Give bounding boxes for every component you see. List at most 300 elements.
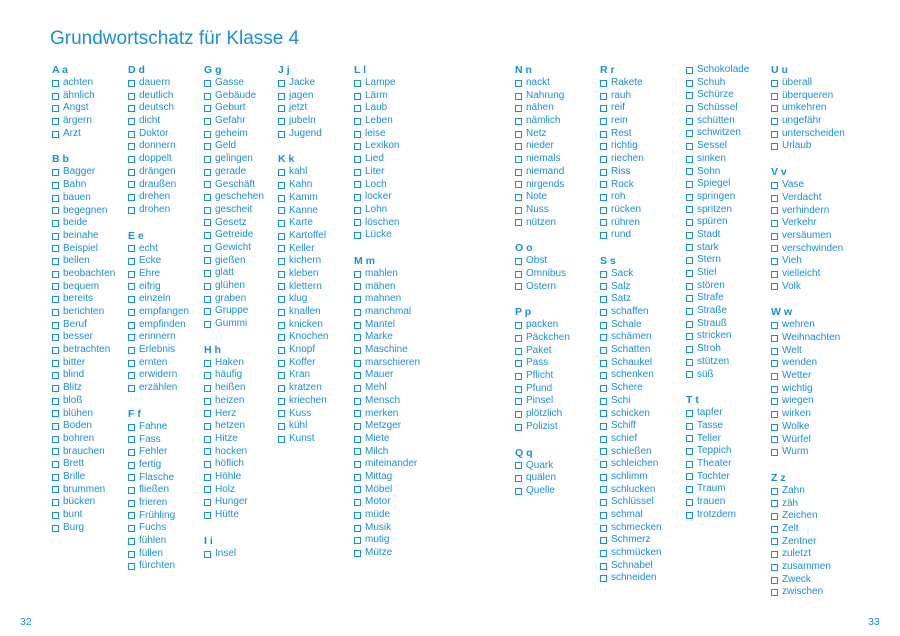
word-item <box>686 420 776 433</box>
word-item <box>128 560 218 573</box>
word-label: graben <box>215 292 247 304</box>
checkbox-icon <box>52 512 59 519</box>
checkbox-icon <box>354 207 361 214</box>
checkbox-icon <box>52 525 59 532</box>
word-item <box>515 77 605 90</box>
word-label: Pinsel <box>526 395 554 407</box>
word-label: nirgends <box>526 178 565 190</box>
word-item <box>600 357 690 370</box>
letter-heading: A a <box>52 64 68 76</box>
word-label: Tochter <box>697 470 730 482</box>
letter-heading: D d <box>128 64 145 76</box>
letter-heading: O o <box>515 242 533 255</box>
word-label: Schiff <box>611 420 636 432</box>
checkbox-icon <box>52 398 59 405</box>
letter-heading: W w <box>771 306 792 319</box>
word-label: Möbel <box>365 483 393 495</box>
word-label: begegnen <box>63 204 108 216</box>
checkbox-icon <box>52 423 59 430</box>
word-label: Nuss <box>526 203 549 215</box>
word-label: bellen <box>63 255 90 267</box>
word-item <box>686 305 776 318</box>
checkbox-icon <box>204 257 211 264</box>
word-label: versäumen <box>782 229 832 241</box>
word-item <box>515 332 605 345</box>
checkbox-icon <box>600 296 607 303</box>
checkbox-icon <box>52 118 59 125</box>
word-item <box>771 345 861 358</box>
word-label: kahl <box>289 166 308 178</box>
word-label: Polizist <box>526 420 558 432</box>
checkbox-icon <box>128 194 135 201</box>
checkbox-icon <box>204 448 211 455</box>
word-label: trotzdem <box>697 508 736 520</box>
word-label: geheim <box>215 127 248 139</box>
word-item <box>771 561 861 574</box>
word-label: Schokolade <box>697 64 750 75</box>
word-item <box>600 484 690 497</box>
word-item <box>600 395 690 408</box>
checkbox-icon <box>354 219 361 226</box>
word-label: Mehl <box>365 382 387 394</box>
checkbox-icon <box>686 448 693 455</box>
word-item <box>600 128 690 141</box>
word-item <box>354 522 444 535</box>
checkbox-icon <box>600 372 607 379</box>
word-label: Schlüssel <box>611 496 654 508</box>
word-item <box>771 383 861 396</box>
checkbox-icon <box>52 271 59 278</box>
checkbox-icon <box>354 347 361 354</box>
word-item <box>515 268 605 281</box>
word-label: wichtig <box>782 382 813 394</box>
word-label: Frühling <box>139 509 176 521</box>
word-label: bloß <box>63 394 83 406</box>
checkbox-icon <box>771 258 778 265</box>
word-label: Loch <box>365 178 387 190</box>
word-label: hocken <box>215 445 248 457</box>
checkbox-icon <box>771 500 778 507</box>
checkbox-icon <box>600 423 607 430</box>
word-item <box>686 89 776 102</box>
word-label: schämen <box>611 331 652 343</box>
checkbox-icon <box>771 348 778 355</box>
word-label: Leben <box>365 115 393 127</box>
checkbox-icon <box>204 80 211 87</box>
checkbox-icon <box>278 182 285 189</box>
word-label: Gruppe <box>215 305 249 317</box>
checkbox-icon <box>204 131 211 138</box>
word-label: Schüssel <box>697 102 738 114</box>
word-item <box>600 408 690 421</box>
word-item <box>686 191 776 204</box>
checkbox-icon <box>600 118 607 125</box>
word-label: echt <box>139 242 158 254</box>
checkbox-icon <box>771 283 778 290</box>
checkbox-icon <box>128 372 135 379</box>
letter-heading: P p <box>515 306 532 319</box>
word-label: Karte <box>289 217 313 229</box>
checkbox-icon <box>128 80 135 87</box>
checkbox-icon <box>278 233 285 240</box>
word-label: trauen <box>697 496 726 507</box>
checkbox-icon <box>515 105 522 112</box>
checkbox-icon <box>600 322 607 329</box>
word-item <box>354 140 444 153</box>
word-label: Zentner <box>782 535 817 547</box>
word-label: nähen <box>526 102 554 114</box>
checkbox-icon <box>128 385 135 392</box>
word-label: schütten <box>697 114 735 126</box>
checkbox-icon <box>128 283 135 290</box>
word-label: Theater <box>697 457 732 469</box>
checkbox-icon <box>354 537 361 544</box>
checkbox-icon <box>600 486 607 493</box>
checkbox-icon <box>354 436 361 443</box>
checkbox-icon <box>771 335 778 342</box>
word-label: Mittag <box>365 470 393 482</box>
word-label: reif <box>611 102 625 114</box>
word-item <box>771 268 861 281</box>
word-label: kriechen <box>289 394 327 406</box>
word-item <box>354 458 444 471</box>
word-label: Wetter <box>782 370 812 382</box>
word-label: Zahn <box>782 484 805 496</box>
word-label: klettern <box>289 280 322 292</box>
word-label: springen <box>697 190 736 202</box>
checkbox-icon <box>204 118 211 125</box>
checkbox-icon <box>128 551 135 558</box>
word-item <box>354 496 444 509</box>
checkbox-icon <box>600 398 607 405</box>
word-label: zäh <box>782 497 799 509</box>
checkbox-icon <box>52 207 59 214</box>
word-label: füllen <box>139 547 163 559</box>
word-label: Zweck <box>782 573 811 585</box>
word-label: Erlebnis <box>139 344 176 356</box>
checkbox-icon <box>52 233 59 240</box>
checkbox-icon <box>771 449 778 456</box>
letter-heading: R r <box>600 64 615 76</box>
word-label: Musik <box>365 521 392 533</box>
checkbox-icon <box>515 80 522 87</box>
word-label: Urlaub <box>782 140 812 152</box>
word-label: niemals <box>526 153 561 165</box>
word-label: Gummi <box>215 318 248 330</box>
checkbox-icon <box>515 143 522 150</box>
word-label: Knopf <box>289 344 316 356</box>
checkbox-icon <box>600 537 607 544</box>
checkbox-icon <box>600 194 607 201</box>
word-label: Welt <box>782 344 802 356</box>
word-label: Insel <box>215 547 237 559</box>
checkbox-icon <box>515 258 522 265</box>
letter-group <box>515 64 605 229</box>
word-label: Quelle <box>526 484 555 496</box>
checkbox-icon <box>600 347 607 354</box>
word-label: manchmal <box>365 306 412 317</box>
word-label: richtig <box>611 140 638 152</box>
word-item <box>515 319 605 332</box>
word-item <box>515 153 605 166</box>
checkbox-icon <box>771 398 778 405</box>
word-item <box>354 115 444 128</box>
word-item <box>354 408 444 421</box>
word-item <box>600 382 690 395</box>
word-item <box>600 369 690 382</box>
word-label: Strauß <box>697 317 728 329</box>
word-label: Kanne <box>289 204 318 216</box>
checkbox-icon <box>354 169 361 176</box>
word-item <box>686 509 776 522</box>
checkbox-icon <box>771 513 778 520</box>
checkbox-icon <box>600 156 607 163</box>
word-item <box>515 102 605 115</box>
word-label: Pflicht <box>526 370 554 382</box>
word-label: Ecke <box>139 255 162 267</box>
word-item <box>600 229 690 242</box>
checkbox-icon <box>600 232 607 239</box>
word-label: blind <box>63 369 85 381</box>
word-item <box>600 268 690 281</box>
checkbox-icon <box>515 322 522 329</box>
word-item <box>771 586 861 599</box>
word-label: fließen <box>139 484 170 496</box>
checkbox-icon <box>128 424 135 431</box>
word-label: Teller <box>697 432 721 444</box>
word-item <box>515 370 605 383</box>
checkbox-icon <box>686 333 693 340</box>
word-item <box>771 446 861 459</box>
word-item <box>686 369 776 382</box>
checkbox-icon <box>204 156 211 163</box>
word-label: deutlich <box>139 89 174 101</box>
checkbox-icon <box>52 486 59 493</box>
word-item <box>771 128 861 141</box>
word-label: löschen <box>365 216 400 228</box>
word-item <box>600 433 690 446</box>
checkbox-icon <box>128 105 135 112</box>
checkbox-icon <box>278 360 285 367</box>
checkbox-icon <box>600 207 607 214</box>
checkbox-icon <box>52 448 59 455</box>
word-label: Hütte <box>215 509 239 520</box>
checkbox-icon <box>771 233 778 240</box>
checkbox-icon <box>354 118 361 125</box>
word-item <box>771 498 861 511</box>
word-label: mahnen <box>365 293 402 305</box>
checkbox-icon <box>354 499 361 506</box>
word-label: Paket <box>526 344 552 356</box>
checkbox-icon <box>771 195 778 202</box>
checkbox-icon <box>204 245 211 252</box>
word-label: roh <box>611 191 626 203</box>
word-label: eifrig <box>139 280 161 292</box>
word-label: frieren <box>139 496 168 508</box>
word-item <box>515 281 605 294</box>
checkbox-icon <box>354 410 361 417</box>
letter-heading: J j <box>278 64 290 76</box>
checkbox-icon <box>278 220 285 227</box>
word-label: drohen <box>139 203 171 215</box>
word-label: Stiel <box>697 267 717 278</box>
letter-group <box>354 255 444 560</box>
word-label: Getreide <box>215 229 254 241</box>
word-item <box>515 383 605 396</box>
word-label: Gesetz <box>215 216 247 228</box>
word-item <box>354 395 444 408</box>
checkbox-icon <box>128 258 135 265</box>
checkbox-icon <box>686 512 693 519</box>
checkbox-icon <box>771 105 778 112</box>
word-label: stützen <box>697 355 730 367</box>
word-label: mähen <box>365 280 396 292</box>
word-label: quälen <box>526 472 557 484</box>
checkbox-icon <box>771 488 778 495</box>
word-label: fürchten <box>139 560 176 572</box>
checkbox-icon <box>686 80 693 87</box>
checkbox-icon <box>600 385 607 392</box>
word-label: Netz <box>526 127 547 139</box>
word-label: sinken <box>697 152 726 164</box>
checkbox-icon <box>515 386 522 393</box>
checkbox-icon <box>686 283 693 290</box>
word-item <box>686 204 776 217</box>
checkbox-icon <box>204 385 211 392</box>
word-label: schaffen <box>611 306 649 317</box>
word-label: knallen <box>289 306 321 317</box>
page-title: Grundwortschatz für Klasse 4 <box>50 28 300 49</box>
checkbox-icon <box>204 296 211 303</box>
word-label: schleichen <box>611 458 659 470</box>
checkbox-icon <box>686 194 693 201</box>
word-label: mutig <box>365 534 390 546</box>
word-item <box>600 204 690 217</box>
word-label: Schmerz <box>611 534 651 546</box>
checkbox-icon <box>686 410 693 417</box>
word-label: Knochen <box>289 331 329 343</box>
word-label: Kran <box>289 369 311 381</box>
word-column <box>600 64 690 585</box>
word-label: schlucken <box>611 483 656 495</box>
checkbox-icon <box>600 512 607 519</box>
checkbox-icon <box>515 475 522 482</box>
checkbox-icon <box>515 194 522 201</box>
word-item <box>600 179 690 192</box>
word-label: Marke <box>365 331 393 343</box>
word-item <box>515 204 605 217</box>
checkbox-icon <box>52 80 59 87</box>
word-label: Teppich <box>697 445 732 457</box>
checkbox-icon <box>128 538 135 545</box>
word-item <box>354 306 444 319</box>
word-label: Vase <box>782 179 805 191</box>
word-item <box>600 344 690 357</box>
word-item <box>686 267 776 280</box>
word-item <box>354 547 444 560</box>
word-label: schmücken <box>611 547 662 559</box>
checkbox-icon <box>52 283 59 290</box>
word-item <box>686 140 776 153</box>
letter-heading: K k <box>278 153 295 166</box>
word-label: müde <box>365 509 391 520</box>
checkbox-icon <box>686 359 693 366</box>
checkbox-icon <box>52 474 59 481</box>
letter-heading: S s <box>600 254 616 267</box>
word-label: gelingen <box>215 153 253 165</box>
checkbox-icon <box>278 296 285 303</box>
checkbox-icon <box>686 130 693 137</box>
checkbox-icon <box>600 474 607 481</box>
word-label: spritzen <box>697 203 733 215</box>
checkbox-icon <box>771 564 778 571</box>
checkbox-icon <box>204 169 211 176</box>
checkbox-icon <box>354 474 361 481</box>
word-label: Doktor <box>139 127 169 139</box>
word-label: schief <box>611 432 638 444</box>
word-label: Schale <box>611 318 642 330</box>
word-label: merken <box>365 407 399 419</box>
word-label: nämlich <box>526 115 561 127</box>
word-item <box>771 485 861 498</box>
checkbox-icon <box>278 131 285 138</box>
word-item <box>204 509 294 522</box>
word-label: blühen <box>63 407 94 419</box>
checkbox-icon <box>600 563 607 570</box>
checkbox-icon <box>278 169 285 176</box>
checkbox-icon <box>771 526 778 533</box>
word-label: wenden <box>782 357 818 369</box>
word-label: niemand <box>526 165 565 177</box>
word-item <box>354 204 444 217</box>
word-label: beide <box>63 217 88 229</box>
checkbox-icon <box>128 309 135 316</box>
word-label: Tasse <box>697 419 724 431</box>
word-label: plötzlich <box>526 408 563 420</box>
word-label: Fehler <box>139 446 168 458</box>
word-label: Gewicht <box>215 241 252 253</box>
checkbox-icon <box>686 168 693 175</box>
checkbox-icon <box>600 448 607 455</box>
checkbox-icon <box>52 182 59 189</box>
checkbox-icon <box>128 271 135 278</box>
checkbox-icon <box>515 360 522 367</box>
letter-group <box>771 64 861 153</box>
word-label: Maschine <box>365 344 408 356</box>
word-label: Lampe <box>365 77 396 88</box>
word-item <box>686 356 776 369</box>
checkbox-icon <box>771 386 778 393</box>
word-label: deutsch <box>139 102 175 114</box>
word-label: Kamm <box>289 191 318 203</box>
word-label: marschieren <box>365 356 421 368</box>
checkbox-icon <box>686 105 693 112</box>
checkbox-icon <box>278 309 285 316</box>
word-label: kleben <box>289 267 319 279</box>
checkbox-icon <box>204 486 211 493</box>
word-label: bequem <box>63 280 100 292</box>
checkbox-icon <box>204 512 211 519</box>
checkbox-icon <box>686 257 693 264</box>
checkbox-icon <box>128 118 135 125</box>
checkbox-icon <box>515 398 522 405</box>
word-label: Note <box>526 191 548 203</box>
checkbox-icon <box>52 347 59 354</box>
letter-group <box>600 255 690 585</box>
checkbox-icon <box>278 118 285 125</box>
word-label: Metzger <box>365 420 402 432</box>
checkbox-icon <box>771 80 778 87</box>
